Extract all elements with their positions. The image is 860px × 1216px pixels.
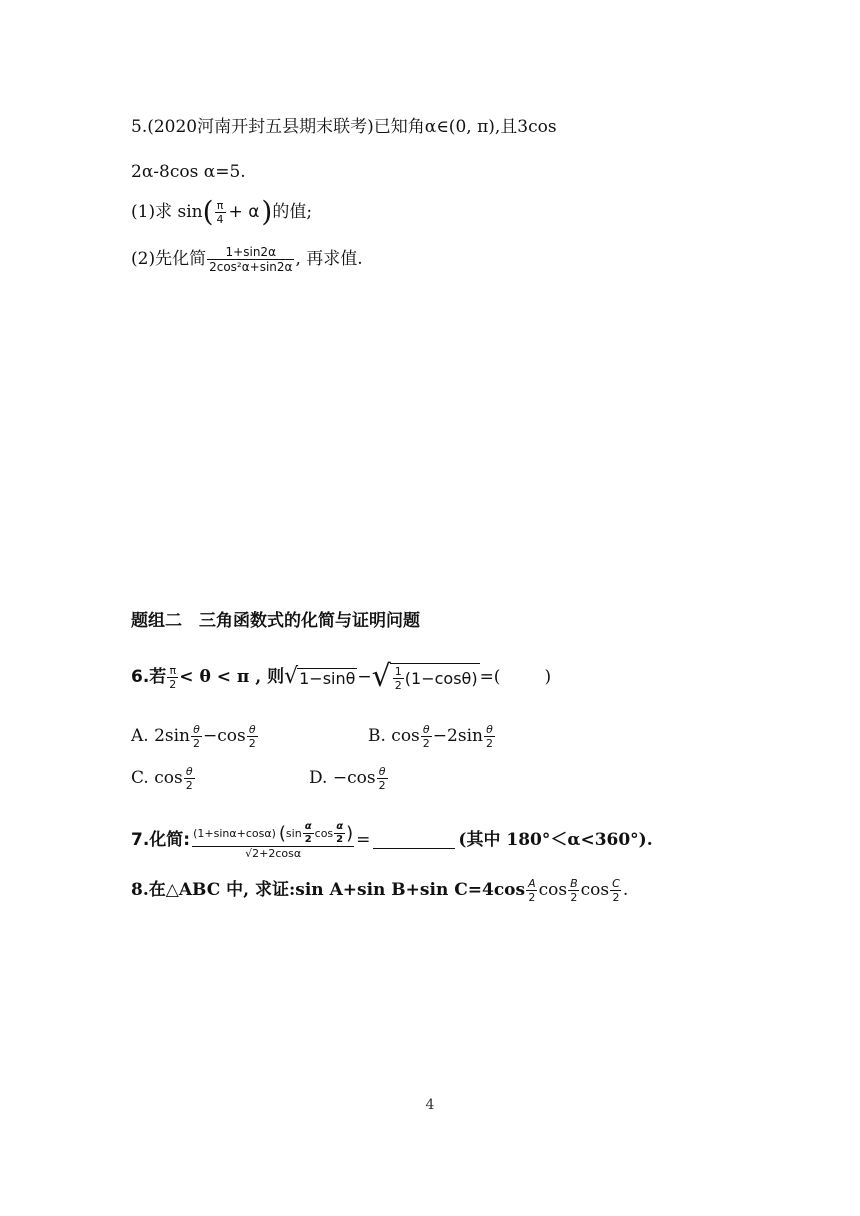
frac-num: 1 — [394, 665, 402, 678]
frac-num: θ — [378, 765, 386, 778]
option-a-prefix: A. 2sin — [131, 726, 191, 746]
q7-prefix: 7.化简: — [131, 830, 191, 850]
num-minus-cos: cos — [314, 827, 334, 840]
right-paren: ) — [261, 195, 273, 228]
frac-num: π — [169, 663, 177, 677]
option-b-prefix: B. cos — [368, 726, 420, 746]
q5-part1-prefix: (1)求 sin — [131, 201, 203, 222]
fraction-q7 — [191, 822, 355, 859]
frac-num: C — [612, 877, 620, 890]
frac-den: 2 — [336, 834, 344, 845]
q6-option-b — [368, 724, 496, 749]
fraction-pi-over-4 — [215, 200, 226, 225]
q8-cos2: cos — [538, 880, 568, 900]
q8-stem — [131, 878, 628, 903]
sqrt-body — [390, 663, 480, 691]
q6-option-a — [131, 724, 259, 749]
frac-den: 2 — [193, 737, 201, 750]
frac-den: 2 — [169, 677, 177, 691]
frac-num: θ — [193, 723, 200, 736]
frac-num: 1+sin2α — [225, 245, 276, 259]
frac-den: √2+2cosα — [192, 846, 354, 859]
fraction-alpha-half — [303, 822, 314, 845]
q5-line2 — [131, 164, 246, 181]
fraction-theta-half — [184, 766, 195, 791]
frac-num: θ — [422, 723, 430, 736]
fraction-c-half — [610, 878, 622, 903]
q5-part1 — [131, 195, 313, 228]
q5-line1 — [131, 119, 557, 136]
q6-prefix: 6.若 — [131, 666, 167, 687]
frac-num: α — [304, 821, 312, 832]
fraction-simplify — [207, 246, 294, 273]
sqrt-1-minus-sin — [284, 666, 357, 688]
sqrt-body: 1−sinθ — [299, 668, 356, 688]
q5-part2-prefix: (2)先化简 — [131, 249, 207, 269]
frac-den: 2 — [378, 779, 386, 792]
frac-num: α — [336, 821, 344, 832]
frac-num — [191, 822, 355, 846]
left-paren: ( — [278, 822, 286, 844]
frac-den: 2 — [394, 679, 402, 692]
q6-close: ) — [544, 666, 552, 687]
frac-den: 2 — [485, 737, 493, 750]
frac-num: B — [570, 877, 578, 890]
q8-end: . — [622, 880, 629, 900]
section-title: 题组二 三角函数式的化简与证明问题 — [131, 611, 420, 631]
fraction-a-half — [526, 878, 538, 903]
page-number: 4 — [425, 1097, 435, 1113]
frac-den: 2cos²α+sin2α — [209, 260, 293, 274]
option-c-prefix: C. cos — [131, 768, 183, 788]
option-b-mid: −2sin — [432, 726, 483, 746]
q8-cos3: cos — [580, 880, 610, 900]
frac-num: θ — [185, 765, 193, 778]
frac-num: A — [528, 877, 536, 890]
frac-den: 2 — [185, 779, 193, 792]
num-sin: sin — [285, 827, 302, 840]
q7-stem — [131, 822, 653, 859]
frac-den: 2 — [422, 737, 430, 750]
q6-option-d — [309, 766, 389, 791]
radical-icon: √ — [371, 659, 391, 694]
q5-part1-suffix: 的值; — [272, 201, 313, 222]
plus-alpha: + α — [228, 201, 260, 222]
num-part1: (1+sinα+cosα) — [193, 827, 276, 840]
fraction-theta-half — [421, 724, 432, 749]
radical-icon: √ — [284, 664, 299, 689]
equals-sign: = — [356, 830, 371, 850]
q5-part2-suffix: , 再求值. — [295, 249, 363, 269]
fraction-theta-half — [191, 724, 202, 749]
fraction-alpha-half — [334, 822, 345, 845]
frac-den: 2 — [612, 891, 620, 904]
frac-den: 2 — [570, 891, 578, 904]
fraction-one-half — [393, 666, 404, 691]
frac-den: 4 — [216, 212, 224, 226]
fraction-b-half — [568, 878, 580, 903]
frac-num: π — [216, 198, 224, 212]
option-a-mid: −cos — [203, 726, 246, 746]
q6-suffix: =( — [479, 666, 501, 687]
fraction-theta-half — [484, 724, 495, 749]
right-paren: ) — [346, 822, 354, 844]
option-d-prefix: D. −cos — [309, 768, 376, 788]
frac-num: θ — [248, 723, 256, 736]
q6-condition: < θ < π , 则 — [179, 666, 285, 687]
minus-sign: − — [357, 666, 372, 687]
sqrt-half-expression — [371, 659, 480, 694]
q5-line2-text: 2α-8cos α=5. — [131, 162, 246, 182]
q6-stem — [131, 659, 552, 694]
q5-line1-text: 5.(2020河南开封五县期末联考)已知角α∈(0, π),且3cos — [131, 117, 557, 137]
inner-rest: (1−cosθ) — [404, 668, 478, 688]
q8-prefix: 8.在△ABC 中, 求证:sin A+sin B+sin C=4cos — [131, 880, 526, 900]
frac-num: θ — [486, 723, 493, 736]
q6-option-c — [131, 766, 196, 791]
frac-den: 2 — [528, 891, 536, 904]
frac-den: 2 — [248, 737, 256, 750]
section-heading — [131, 613, 420, 630]
q7-suffix: (其中 180°＜α<360°). — [458, 830, 653, 850]
answer-blank[interactable] — [373, 832, 455, 849]
fraction-theta-half — [247, 724, 258, 749]
fraction-pi-over-2 — [167, 665, 178, 690]
left-paren: ( — [202, 195, 214, 228]
q5-part2 — [131, 246, 363, 273]
fraction-theta-half — [377, 766, 388, 791]
frac-den: 2 — [304, 834, 312, 845]
